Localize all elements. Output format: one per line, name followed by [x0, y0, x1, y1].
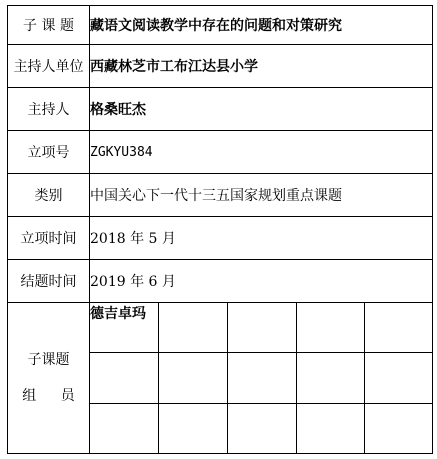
member-cell: [365, 353, 433, 403]
project-info-table: [7, 5, 433, 454]
row-category: [8, 174, 433, 217]
category-label: 类别: [8, 174, 90, 217]
row-completion-date: [8, 260, 433, 303]
member-cell: [159, 303, 228, 353]
member-cell-1: 德吉卓玛: [90, 303, 159, 353]
member-cell: [90, 403, 159, 453]
host-unit-value: 西藏林芝市工布江达县小学: [90, 44, 433, 87]
row-approval-date: [8, 217, 433, 260]
members-row-1: [8, 303, 433, 353]
row-project-number: [8, 131, 433, 174]
members-label: [8, 303, 90, 454]
project-number-value: ZGKYU384: [90, 131, 433, 174]
member-cell: [228, 353, 297, 403]
row-host-unit: [8, 44, 433, 87]
member-cell: [159, 353, 228, 403]
project-number-label: 立项号: [8, 131, 90, 174]
host-label: 主持人: [8, 88, 90, 131]
member-cell: [228, 403, 297, 453]
member-cell: [297, 303, 365, 353]
completion-date-label: 结题时间: [8, 260, 90, 303]
member-cell: [365, 403, 433, 453]
member-cell: [297, 353, 365, 403]
host-value: 格桑旺杰: [90, 88, 433, 131]
approval-date-value: 2018 年 5 月: [90, 217, 433, 260]
members-label-line1: 子课题: [27, 352, 70, 369]
member-cell: [365, 303, 433, 353]
completion-date-value: 2019 年 6 月: [90, 260, 433, 303]
member-cell: [297, 403, 365, 453]
row-host: [8, 88, 433, 131]
member-cell: [228, 303, 297, 353]
member-cell: [90, 353, 159, 403]
member-cell: [159, 403, 228, 453]
subtopic-value: 藏语文阅读教学中存在的问题和对策研究: [90, 6, 433, 45]
members-label-line2: 组 员: [22, 388, 85, 405]
approval-date-label: 立项时间: [8, 217, 90, 260]
row-subtopic: [8, 6, 433, 45]
category-value: 中国关心下一代十三五国家规划重点课题: [90, 174, 433, 217]
host-unit-label: 主持人单位: [8, 44, 90, 87]
subtopic-label: 子 课 题: [8, 6, 90, 45]
